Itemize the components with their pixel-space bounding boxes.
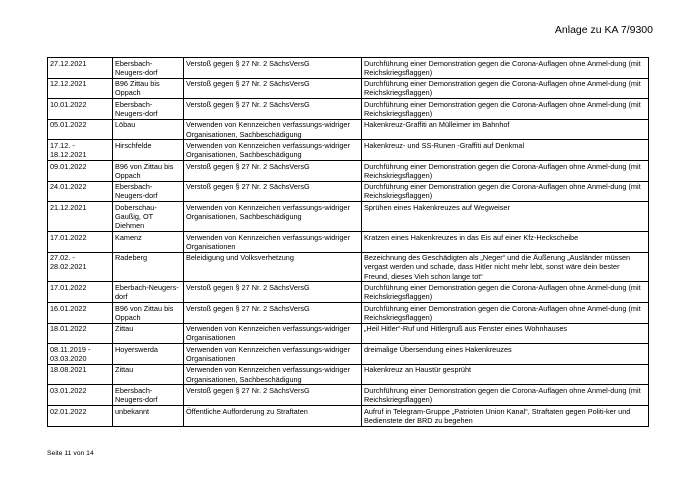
table-row xyxy=(48,323,649,344)
offense-cell: Verwenden von Kennzeichen verfassungs-widriger Organisationen, Sachbeschädigung xyxy=(184,119,362,140)
date-cell: 18.08.2021 xyxy=(48,364,113,385)
offense-cell: Verwenden von Kennzeichen verfassungs-widriger Organisationen, Sachbeschädigung xyxy=(184,202,362,232)
date-cell: 08.11.2019 - 03.03.2020 xyxy=(48,344,113,365)
date-cell: 02.01.2022 xyxy=(48,405,113,426)
place-cell: Ebersbach-Neugers-dorf xyxy=(113,99,184,120)
description-cell: Hakenkreuz an Haustür gesprüht xyxy=(362,364,649,385)
description-cell: Sprühen eines Hakenkreuzes auf Wegweiser xyxy=(362,202,649,232)
table-row xyxy=(48,405,649,426)
place-cell: B96 Zittau bis Oppach xyxy=(113,78,184,99)
place-cell: unbekannt xyxy=(113,405,184,426)
date-cell: 17.01.2022 xyxy=(48,231,113,252)
date-cell: 12.12.2021 xyxy=(48,78,113,99)
table-row xyxy=(48,202,649,232)
description-cell: Durchführung einer Demonstration gegen die Corona-Auflagen ohne Anmel-dung (mit Reichskriegsflaggen) xyxy=(362,99,649,120)
table-row xyxy=(48,302,649,323)
description-cell: Aufruf in Telegram-Gruppe „Patrioten Union Kanal“, Straftaten gegen Politi-ker und Bedienstete der BRD zu begehen xyxy=(362,405,649,426)
date-cell: 17.01.2022 xyxy=(48,282,113,303)
offense-cell: Verstoß gegen § 27 Nr. 2 SächsVersG xyxy=(184,58,362,79)
table-row xyxy=(48,58,649,79)
date-cell: 27.12.2021 xyxy=(48,58,113,79)
place-cell: Kamenz xyxy=(113,231,184,252)
place-cell: Doberschau-Gaußig, OT Diehmen xyxy=(113,202,184,232)
description-cell: Bezeichnung des Geschädigten als „Neger“ und die Äußerung „Ausländer müssen vergast werden und schade, dass Hitler nicht mehr lebt, sonst wäre dein bester Freund, dieses Vieh schon lange tot“ xyxy=(362,252,649,282)
date-cell: 21.12.2021 xyxy=(48,202,113,232)
offense-cell: Verwenden von Kennzeichen verfassungs-widriger Organisationen xyxy=(184,344,362,365)
place-cell: Hoyerswerda xyxy=(113,344,184,365)
offense-cell: Verwenden von Kennzeichen verfassungs-widriger Organisationen xyxy=(184,231,362,252)
table-row xyxy=(48,282,649,303)
table-row xyxy=(48,385,649,406)
offense-cell: Verstoß gegen § 27 Nr. 2 SächsVersG xyxy=(184,181,362,202)
offense-cell: Verwenden von Kennzeichen verfassungs-widriger Organisationen xyxy=(184,323,362,344)
date-cell: 03.01.2022 xyxy=(48,385,113,406)
place-cell: Hirschfelde xyxy=(113,140,184,161)
description-cell: Durchführung einer Demonstration gegen die Corona-Auflagen ohne Anmel-dung (mit Reichskriegsflaggen) xyxy=(362,181,649,202)
place-cell: B96 von Zittau bis Oppach xyxy=(113,160,184,181)
records-table xyxy=(47,57,649,427)
description-cell: Hakenkreuz- und SS-Runen -Graffiti auf Denkmal xyxy=(362,140,649,161)
date-cell: 17.12. - 18.12.2021 xyxy=(48,140,113,161)
offense-cell: Verwenden von Kennzeichen verfassungs-widriger Organisationen, Sachbeschädigung xyxy=(184,364,362,385)
place-cell: Eberbach-Neugers-dorf xyxy=(113,282,184,303)
place-cell: Löbau xyxy=(113,119,184,140)
date-cell: 09.01.2022 xyxy=(48,160,113,181)
place-cell: Radeberg xyxy=(113,252,184,282)
date-cell: 10.01.2022 xyxy=(48,99,113,120)
place-cell: Zittau xyxy=(113,364,184,385)
date-cell: 16.01.2022 xyxy=(48,302,113,323)
records-table-body xyxy=(48,58,649,427)
description-cell: dreimalige Übersendung eines Hakenkreuzes xyxy=(362,344,649,365)
offense-cell: Verstoß gegen § 27 Nr. 2 SächsVersG xyxy=(184,282,362,303)
offense-cell: Beleidigung und Volksverhetzung xyxy=(184,252,362,282)
table-row xyxy=(48,119,649,140)
place-cell: Zittau xyxy=(113,323,184,344)
description-cell: Durchführung einer Demonstration gegen die Corona-Auflagen ohne Anmel-dung (mit Reichskriegsflaggen) xyxy=(362,282,649,303)
offense-cell: Verstoß gegen § 27 Nr. 2 SächsVersG xyxy=(184,78,362,99)
description-cell: Durchführung einer Demonstration gegen die Corona-Auflagen ohne Anmel-dung (mit Reichskriegsflaggen) xyxy=(362,58,649,79)
description-cell: Kratzen eines Hakenkreuzes in das Eis auf einer Kfz-Heckscheibe xyxy=(362,231,649,252)
table-row xyxy=(48,160,649,181)
table-row xyxy=(48,78,649,99)
offense-cell: Verstoß gegen § 27 Nr. 2 SächsVersG xyxy=(184,99,362,120)
table-row xyxy=(48,364,649,385)
place-cell: B96 von Zittau bis Oppach xyxy=(113,302,184,323)
date-cell: 24.01.2022 xyxy=(48,181,113,202)
table-row xyxy=(48,252,649,282)
page-footer: Seite 11 von 14 xyxy=(47,450,94,457)
table-row xyxy=(48,99,649,120)
table-row xyxy=(48,181,649,202)
table-row xyxy=(48,140,649,161)
table-row xyxy=(48,231,649,252)
offense-cell: Verwenden von Kennzeichen verfassungs-widriger Organisationen, Sachbeschädigung xyxy=(184,140,362,161)
offense-cell: Verstoß gegen § 27 Nr. 2 SächsVersG xyxy=(184,385,362,406)
description-cell: Durchführung einer Demonstration gegen die Corona-Auflagen ohne Anmel-dung (mit Reichskriegsflaggen) xyxy=(362,160,649,181)
date-cell: 05.01.2022 xyxy=(48,119,113,140)
offense-cell: Verstoß gegen § 27 Nr. 2 SächsVersG xyxy=(184,302,362,323)
description-cell: „Heil Hitler“-Ruf und Hitlergruß aus Fenster eines Wohnhauses xyxy=(362,323,649,344)
place-cell: Ebersbach-Neugers-dorf xyxy=(113,58,184,79)
description-cell: Durchführung einer Demonstration gegen die Corona-Auflagen ohne Anmel-dung (mit Reichskriegsflaggen) xyxy=(362,78,649,99)
date-cell: 27.02. - 28.02.2021 xyxy=(48,252,113,282)
description-cell: Durchführung einer Demonstration gegen die Corona-Auflagen ohne Anmel-dung (mit Reichskriegsflaggen) xyxy=(362,385,649,406)
offense-cell: Öffentliche Aufforderung zu Straftaten xyxy=(184,405,362,426)
description-cell: Durchführung einer Demonstration gegen die Corona-Auflagen ohne Anmel-dung (mit Reichskriegsflaggen) xyxy=(362,302,649,323)
description-cell: Hakenkreuz-Graffiti an Mülleimer im Bahnhof xyxy=(362,119,649,140)
place-cell: Ebersbach-Neugers-dorf xyxy=(113,181,184,202)
table-row xyxy=(48,344,649,365)
offense-cell: Verstoß gegen § 27 Nr. 2 SächsVersG xyxy=(184,160,362,181)
page-header: Anlage zu KA 7/9300 xyxy=(554,24,653,36)
place-cell: Ebersbach-Neugers-dorf xyxy=(113,385,184,406)
date-cell: 18.01.2022 xyxy=(48,323,113,344)
